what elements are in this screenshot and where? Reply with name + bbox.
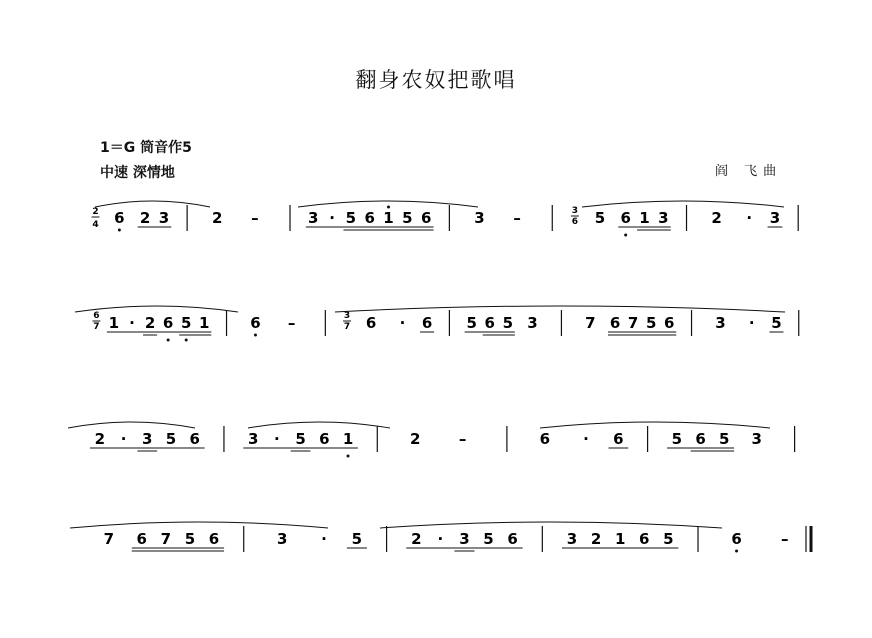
- note: 2: [94, 430, 106, 448]
- note: 2: [139, 209, 151, 227]
- note: 2: [711, 209, 722, 227]
- dash: –: [287, 314, 296, 332]
- augmentation-dot: ·: [274, 430, 280, 448]
- grace-mark: 6: [571, 217, 578, 227]
- note: 6: [364, 209, 375, 227]
- note: 3: [474, 209, 485, 227]
- slur-arc: [70, 522, 328, 528]
- grace-mark: 7: [93, 322, 100, 332]
- note: 6: [695, 430, 706, 448]
- note: 5: [351, 530, 363, 548]
- note: 6: [365, 314, 377, 332]
- note: 6: [507, 530, 518, 548]
- note: 1: [639, 209, 650, 227]
- note: 5: [483, 530, 494, 548]
- augmentation-dot: ·: [748, 314, 755, 332]
- slur-arc: [248, 422, 390, 428]
- note: 5: [594, 209, 606, 227]
- note: 6: [189, 430, 200, 448]
- note: 5: [466, 314, 477, 332]
- octave-dot-below: [118, 229, 121, 232]
- augmentation-dot: ·: [129, 314, 135, 332]
- note: 6: [162, 314, 174, 332]
- note: 3: [277, 530, 288, 548]
- note: 6: [114, 209, 125, 227]
- note: 3: [715, 314, 726, 332]
- note: 7: [627, 314, 639, 332]
- note: 6: [539, 430, 551, 448]
- note: 2: [411, 530, 422, 548]
- note: 3: [769, 209, 781, 227]
- note: 3: [459, 530, 470, 548]
- octave-dot-below: [735, 550, 738, 553]
- note: 6: [421, 314, 433, 332]
- augmentation-dot: ·: [746, 209, 753, 227]
- note: 3: [566, 530, 578, 548]
- augmentation-dot: ·: [329, 209, 335, 227]
- augmentation-dot: ·: [120, 430, 127, 448]
- note: 6: [609, 314, 621, 332]
- note: 6: [731, 530, 742, 548]
- augmentation-dot: ·: [321, 530, 327, 548]
- note: 3: [247, 430, 259, 448]
- grace-mark: 7: [343, 322, 351, 332]
- note: 5: [184, 530, 196, 548]
- note: 6: [613, 430, 624, 448]
- note: 5: [165, 430, 177, 448]
- note: 6: [664, 314, 675, 332]
- octave-dot-below: [185, 339, 188, 342]
- dash: –: [458, 430, 467, 448]
- note: 6: [208, 530, 220, 548]
- slur-arc: [95, 201, 210, 207]
- note: 6: [420, 209, 432, 227]
- note: 2: [590, 530, 602, 548]
- note: 6: [620, 209, 631, 227]
- note: 3: [527, 314, 538, 332]
- note: 1: [199, 314, 210, 332]
- slur-arc: [335, 306, 785, 312]
- note: 5: [719, 430, 730, 448]
- note: 1: [342, 430, 354, 448]
- note: 3: [751, 430, 762, 448]
- tempo-marking: 中速 深情地: [100, 165, 175, 181]
- note: 7: [585, 314, 596, 332]
- note: 5: [771, 314, 782, 332]
- note: 5: [502, 314, 514, 332]
- note: 2: [144, 314, 156, 332]
- slur-arc: [68, 422, 195, 428]
- song-title: 翻身农奴把歌唱: [355, 68, 517, 92]
- note: 2: [410, 430, 421, 448]
- slur-arc: [582, 201, 784, 207]
- note: 1: [383, 209, 394, 227]
- octave-dot-below: [254, 334, 257, 337]
- note: 6: [250, 314, 261, 332]
- note: 1: [614, 530, 626, 548]
- note: 3: [142, 430, 153, 448]
- note: 6: [319, 430, 330, 448]
- composer-credit: 阎 飞曲: [715, 164, 783, 179]
- note: 5: [663, 530, 674, 548]
- dash: –: [251, 209, 259, 227]
- key-signature: 1＝G 筒音作5: [100, 140, 192, 156]
- note: 3: [658, 209, 669, 227]
- octave-dot-above: [387, 206, 390, 209]
- grace-note: 6: [93, 311, 100, 321]
- grace-note: 3: [343, 311, 351, 321]
- slur-arc: [380, 522, 722, 528]
- octave-dot-below: [624, 234, 627, 237]
- note: 5: [180, 314, 192, 332]
- note: 3: [158, 209, 170, 227]
- octave-dot-below: [167, 339, 170, 342]
- slur-arc: [540, 422, 770, 428]
- note: 2: [212, 209, 223, 227]
- note: 7: [103, 530, 115, 548]
- time-signature-bottom: 4: [92, 220, 99, 230]
- note: 5: [671, 430, 683, 448]
- augmentation-dot: ·: [583, 430, 589, 448]
- grace-note: 3: [571, 206, 578, 216]
- note: 5: [402, 209, 413, 227]
- time-signature-top: 2: [92, 207, 99, 217]
- note: 7: [160, 530, 172, 548]
- note: 6: [136, 530, 147, 548]
- note: 5: [345, 209, 357, 227]
- note: 5: [295, 430, 306, 448]
- octave-dot-below: [347, 455, 350, 458]
- note: 6: [484, 314, 495, 332]
- note: 6: [639, 530, 650, 548]
- note: 3: [308, 209, 319, 227]
- dash: –: [780, 530, 789, 548]
- note: 5: [645, 314, 657, 332]
- note: 1: [108, 314, 120, 332]
- augmentation-dot: ·: [437, 530, 444, 548]
- dash: –: [513, 209, 521, 227]
- augmentation-dot: ·: [399, 314, 406, 332]
